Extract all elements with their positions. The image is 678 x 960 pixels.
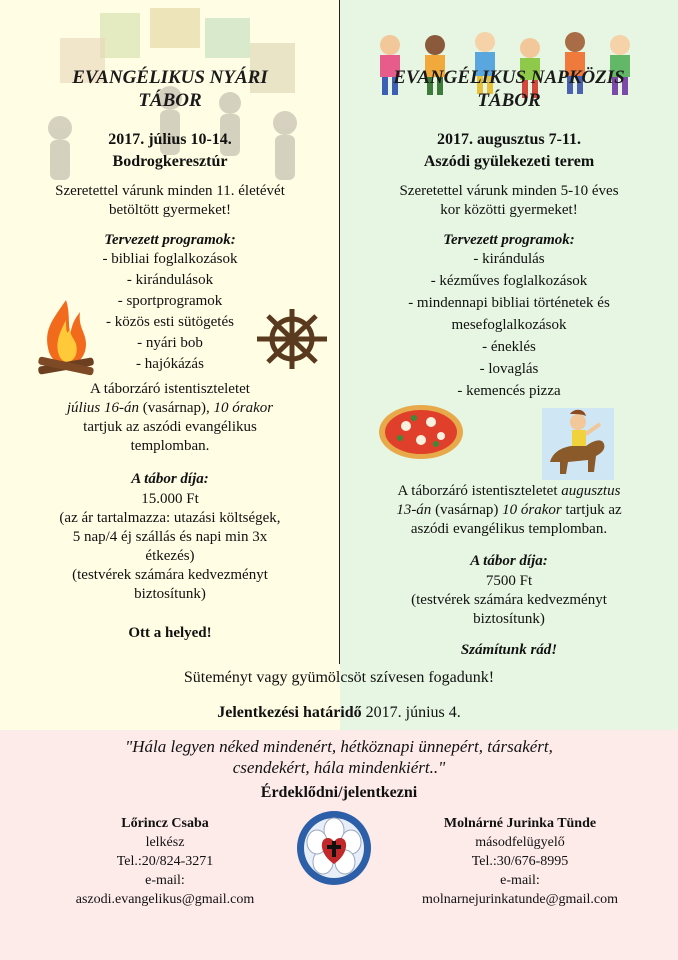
quote-line: csendekért, hála mindenkiért.." [232,758,446,777]
list-item: - éneklés [482,339,536,355]
text-span: A táborzáró istentiszteletet [397,483,562,499]
fee-details [0,490,340,604]
cake-note: Süteményt vagy gyümölcsöt szívesen fogadunk! [183,669,495,686]
horse-rider-icon [540,404,616,484]
camp-date: 2017. augusztus 7-11. [436,131,582,148]
camp-place: Bodrogkeresztúr [112,153,228,170]
contact-name: Lőrincz Csaba [121,816,209,831]
list-item: - kemencés pizza [457,383,561,399]
closing-date: 13-án [396,502,432,518]
title-line: TÁBOR [138,90,202,111]
fee-heading: A tábor díja: [131,471,209,487]
closing-date: augusztus [561,483,621,499]
text-line [340,482,678,501]
closing-date: július 16-án [66,400,139,416]
camp-place: Aszódi gyülekezeti terem [423,153,595,170]
deadline [0,703,678,722]
list-item: - kirándulások [126,272,214,288]
text-line: (az ár tartalmazza: utazási költségek, [59,510,281,526]
ship-wheel-icon [252,304,332,374]
list-item: - mindennapi bibliai történetek és [408,295,610,311]
text-line: kor közötti gyermeket! [440,202,578,218]
text-line: aszódi evangélikus templomban. [410,521,608,537]
programs-heading: Tervezett programok: [104,232,236,248]
deadline-label: Jelentkezési határidő [217,704,362,721]
programs-heading: Tervezett programok: [443,232,575,248]
contact-heading: Érdeklődni/jelentkezni [260,784,418,801]
list-item: - sportprogramok [117,293,223,309]
text-line: (testvérek számára kedvezményt [72,567,268,583]
list-item: - kirándulás [473,251,545,267]
contact-email: molnarnejurinkatunde@gmail.com [421,892,618,907]
list-item: - közös esti sütögetés [106,314,234,330]
fee-details [340,572,678,629]
contact-card [380,814,660,909]
contact-name: Molnárné Jurinka Tünde [443,816,597,831]
welcome-text [0,182,340,220]
deadline-date: 2017. június 4. [361,704,461,721]
list-item: - hajókázás [136,356,204,372]
contact-phone: Tel.:20/824-3271 [116,854,214,869]
closing-day: (vasárnap) [431,502,503,518]
camp-date: 2017. július 10-14. [108,131,232,148]
campfire-icon [36,298,96,380]
luther-rose-icon [295,808,373,888]
closing-service [0,380,340,456]
text-line [0,399,340,418]
title-line: TÁBOR [477,90,541,111]
closing-time: 10 órakor [213,400,274,416]
text-line: biztosítunk) [134,586,206,602]
pizza-icon [376,402,466,462]
text-line: 5 nap/4 éj szállás és napi min 3x [72,529,268,545]
title-line: EVANGÉLIKUS NAPKÖZIS [393,67,625,88]
contact-phone: Tel.:30/676-8995 [471,854,569,869]
list-item: - bibliai foglalkozások [102,251,238,267]
welcome-text [340,182,678,220]
closing-day: (vasárnap), [138,400,214,416]
slogan: Számítunk rád! [460,642,558,658]
fee-amount: 15.000 Ft [141,491,199,507]
text-line: (testvérek számára kedvezményt [411,592,607,608]
contact-email-label: e-mail: [500,873,540,888]
list-item: - nyári bob [137,335,203,351]
text-line: biztosítunk) [473,611,545,627]
text-span: tartjuk az [561,502,622,518]
contact-email-label: e-mail: [145,873,185,888]
fee-heading: A tábor díja: [470,553,548,569]
quote [0,736,678,778]
programs-list [340,250,678,401]
text-line: templomban. [130,438,210,454]
quote-line: "Hála legyen néked mindenért, hétköznapi ünnepért, társakért, [125,737,553,756]
fee-amount: 7500 Ft [485,573,533,589]
day-camp-title [340,66,678,112]
contact-email: aszodi.evangelikus@gmail.com [75,892,255,907]
text-line: étkezés) [145,548,195,564]
closing-time: 10 órakor [502,502,562,518]
text-line: tartjuk az aszódi evangélikus [83,419,257,435]
summer-camp-title [0,66,340,112]
text-line: betöltött gyermeket! [108,202,232,218]
text-line: A táborzáró istentiszteletet [90,381,250,397]
list-item: mesefoglalkozások [451,317,567,333]
text-line [340,501,678,520]
slogan: Ott a helyed! [128,625,212,641]
list-item: - lovaglás [479,361,539,377]
text-line: Szeretettel várunk minden 11. életévét [55,183,285,199]
text-line: Szeretettel várunk minden 5-10 éves [399,183,619,199]
list-item: - kézműves foglalkozások [430,273,588,289]
contact-role: másodfelügyelő [475,835,565,850]
contact-role: lelkész [145,835,185,850]
closing-service [340,482,678,539]
contact-card [40,814,290,909]
title-line: EVANGÉLIKUS NYÁRI [72,67,268,88]
